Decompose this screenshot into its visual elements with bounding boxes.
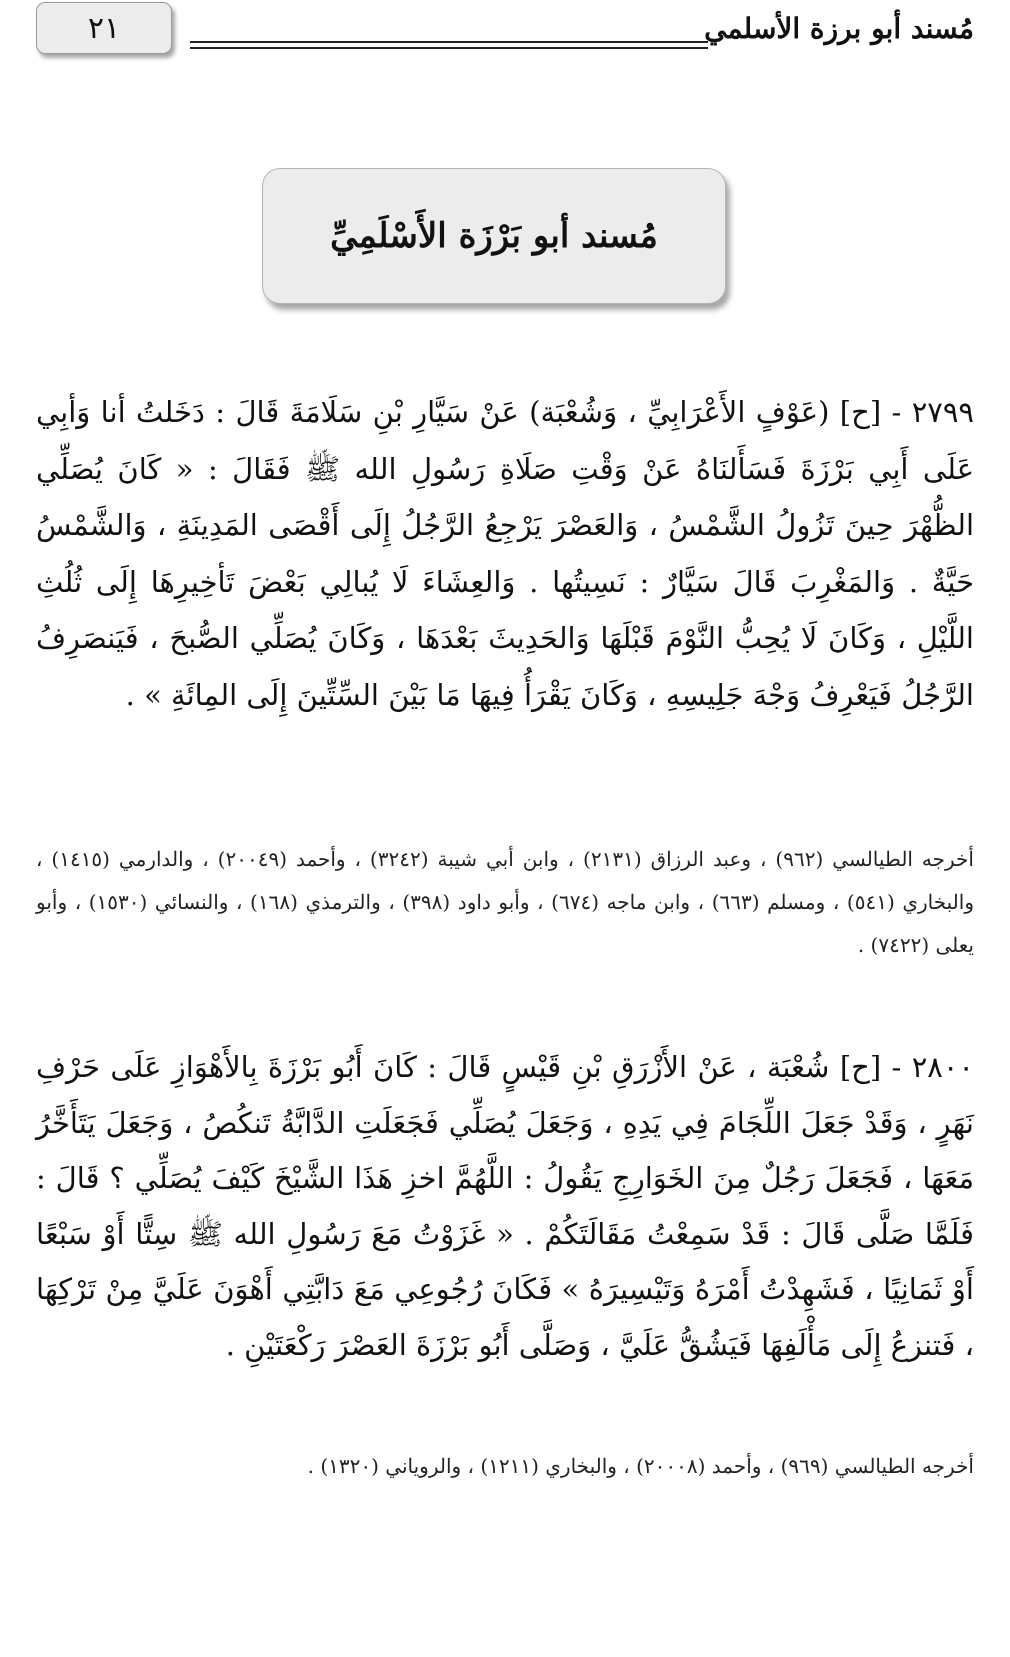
page-number [36, 2, 172, 54]
header-rule-bottom [190, 47, 708, 49]
hadith-text: - [ح] (عَوْفٍ الأَعْرَابِيِّ ، وَشُعْبَة) عَنْ سَيَّارِ بْنِ سَلَامَةَ قَالَ : دَخَلتُ أنا وَأبِي عَلَى أَبِي بَرْزَةَ فَسَأَلنَاهُ عَنْ وَقْتِ صَلَاةِ رَسُولِ الله ﷺ فَقَالَ : « كَانَ يُصَلِّي الظُّهْرَ حِينَ تَزُولُ الشَّمْسُ ، وَالعَصْرَ يَرْجِعُ الرَّجُلُ إِلَى أَقْصَى المَدِينَةِ ، وَالشَّمْسُ حَيَّةٌ . وَالمَغْرِبَ قَالَ سَيَّارٌ : نَسِيتُها . وَالعِشَاءَ لَا يُبالِي بَعْضَ تَأخِيرِهَا إِلَى ثُلُثِ اللَّيْلِ ، وَكَانَ لَا يُحِبُّ النَّوْمَ قَبْلَهَا وَالحَدِيثَ بَعْدَهَا ، وَكَانَ يُصَلِّي الصُّبحَ ، فَيَنصَرِفُ الرَّجُلُ فَيَعْرِفُ وَجْهَ جَلِيسِهِ ، وَكَانَ يَقْرَأُ فِيهَا مَا بَيْنَ السِّتِّينَ إِلَى المِائَةِ » . [36, 395, 974, 712]
running-title: مُسند أبو برزة الأسلمي [704, 12, 974, 45]
section-title: مُسند أبو بَرْزَة الأَسْلَمِيِّ [330, 216, 658, 256]
hadith-2799 [36, 384, 974, 723]
section-heading-box [262, 168, 726, 304]
takhrij-2799: أخرجه الطيالسي (٩٦٢) ، وعبد الرزاق (٢١٣١) ، وابن أبي شيبة (٣٢٤٢) ، وأحمد (٢٠٠٤٩) ، والدارمي (١٤١٥) ، والبخاري (٥٤١) ، ومسلم (٦٦٣) ، وابن ماجه (٦٧٤) ، وأبو داود (٣٩٨) ، والترمذي (١٦٨) ، والنسائي (١٥٣٠) ، وأبو يعلى (٧٤٢٢) . [36, 847, 974, 957]
hadith-2800 [36, 1040, 974, 1374]
hadith-number: ٢٧٩٩ [911, 395, 975, 429]
takhrij-2800: أخرجه الطيالسي (٩٦٩) ، وأحمد (٢٠٠٠٨) ، والبخاري (١٢١١) ، والروياني (١٣٢٠) . [307, 1454, 974, 1478]
header-rule-top [190, 41, 708, 43]
hadith-number: ٢٨٠٠ [911, 1050, 975, 1084]
page-number-text: ٢١ [87, 10, 121, 46]
hadith-text: - [ح] شُعْبَة ، عَنْ الأَزْرَقِ بْنِ قَيْسٍ قَالَ : كَانَ أَبُو بَرْزَةَ بِالأَهْوَازِ عَلَى حَرْفِ نَهَرٍ ، وَقَدْ جَعَلَ اللِّجَامَ فِي يَدِهِ ، وَجَعَلَ يُصَلِّي فَجَعَلَتِ الدَّابَّةُ تَنكُصُ ، وَجَعَلَ يَتَأَخَّرُ مَعَهَا ، فَجَعَلَ رَجُلٌ مِنَ الخَوَارِجِ يَقُولُ : اللَّهُمَّ اخزِ هَذَا الشَّيْخَ كَيْفَ يُصَلِّي ؟ قَالَ : فَلَمَّا صَلَّى قَالَ : قَدْ سَمِعْتُ مَقَالَتَكُمْ . « غَزَوْتُ مَعَ رَسُولِ الله ﷺ سِتًّا أَوْ سَبْعًا أَوْ ثَمَانِيًا ، فَشَهِدْتُ أَمْرَهُ وَتَيْسِيرَهُ » فَكَانَ رُجُوعِي مَعَ دَابَّتِي أَهْوَنَ عَلَيَّ مِنْ تَرْكِهَا ، فَتنزعُ إِلَى مَأْلَفِهَا فَيَشُقُّ عَلَيَّ ، وَصَلَّى أَبُو بَرْزَةَ العَصْرَ رَكْعَتَيْنِ . [36, 1050, 974, 1362]
